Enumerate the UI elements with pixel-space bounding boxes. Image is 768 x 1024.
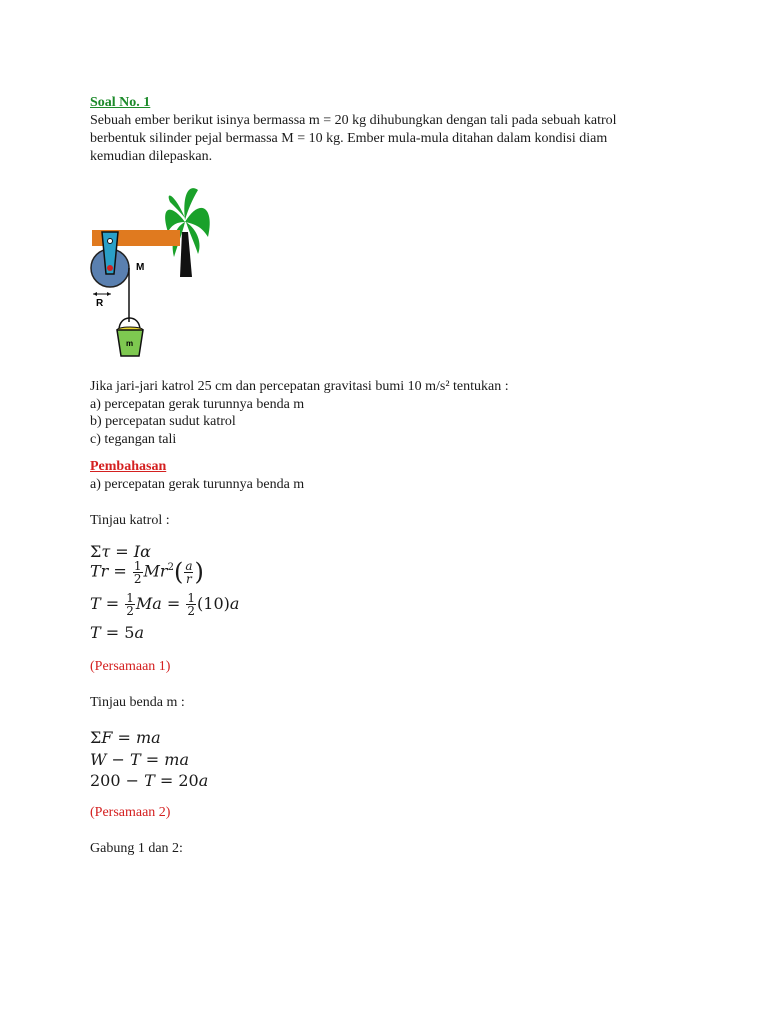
equation-w-minus-t: W − T = ma — [90, 750, 189, 769]
equation-1-label: (Persamaan 1) — [90, 659, 171, 674]
equation-2-label: (Persamaan 2) — [90, 805, 171, 820]
problem-title: Soal No. 1 — [90, 95, 151, 110]
intro-line-3: kemudian dilepaskan. — [90, 149, 213, 164]
pulley-figure — [90, 182, 220, 362]
combine-line: Gabung 1 dan 2: — [90, 841, 183, 856]
equation-sum-force: ΣF = ma — [90, 728, 161, 747]
solution-title: Pembahasan — [90, 459, 167, 474]
tree-trunk — [180, 232, 192, 277]
label-R: R — [96, 298, 104, 309]
label-m: m — [126, 339, 134, 348]
question-item-a: a) percepatan gerak turunnya benda m — [90, 397, 305, 412]
equation-200-minus-t: 200 − T = 20a — [90, 771, 209, 790]
equation-t-half: T = $\frac{1}{2}$ Ma = $\frac{1}{2}$ (10)a — [90, 591, 240, 618]
pulley-heading: Tinjau katrol : — [90, 513, 170, 528]
question-item-b: b) percepatan sudut katrol — [90, 414, 236, 429]
intro-line-2: berbentuk silinder pejal bermassa M = 10 kg. Ember mula-mula ditahan dalam kondisi diam — [90, 131, 608, 146]
intro-line-1: Sebuah ember berikut isinya bermassa m = 20 kg dihubungkan dengan tali pada sebuah katrol — [90, 113, 617, 128]
equation-torque: Στ = Iα — [90, 542, 151, 561]
pulley-axle — [107, 265, 113, 271]
mass-heading: Tinjau benda m : — [90, 695, 185, 710]
equation-t-5a: T = 5a — [90, 623, 144, 642]
label-M: M — [136, 262, 145, 273]
bracket-pin — [108, 239, 113, 244]
solution-part-a: a) percepatan gerak turunnya benda m — [90, 477, 305, 492]
question-line: Jika jari-jari katrol 25 cm dan percepatan gravitasi bumi 10 m/s² tentukan : — [90, 379, 509, 394]
equation-tr: Tr = $\frac{1}{2}$ Mr$^2$( $\frac{a}{r}$ ) — [90, 558, 204, 586]
question-item-c: c) tegangan tali — [90, 432, 177, 447]
